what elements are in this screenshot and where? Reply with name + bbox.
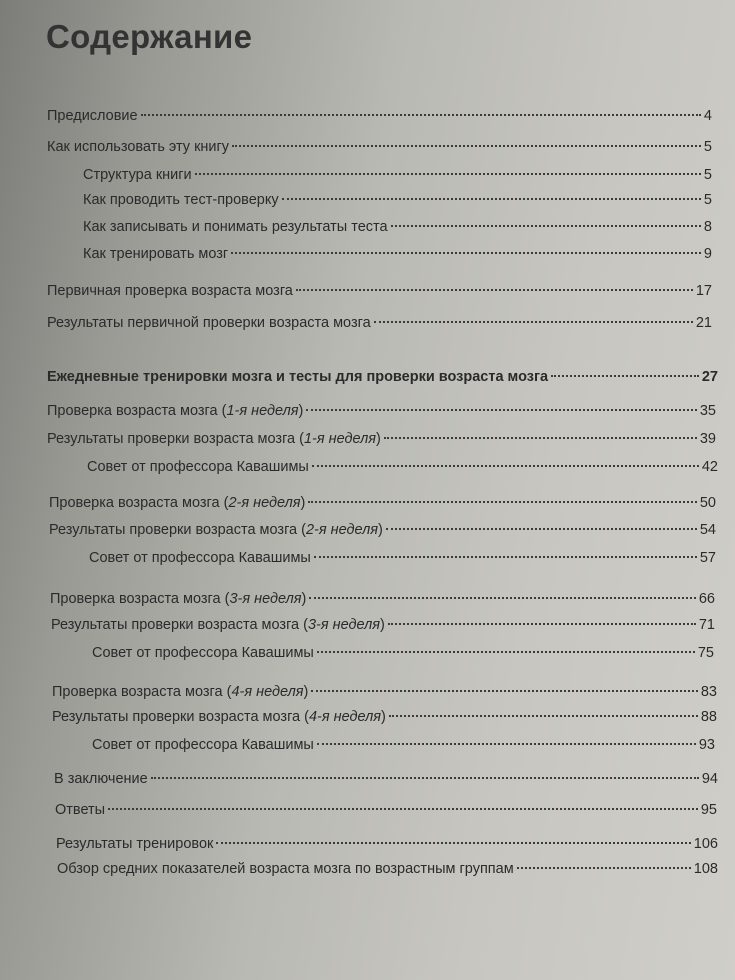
toc-entry-results-week-4[interactable]: Результаты проверки возраста мозга (4-я неделя) 88 (52, 709, 717, 725)
toc-page-number: 39 (699, 431, 716, 447)
toc-page-number: 17 (695, 283, 712, 299)
toc-entry-advice-week-2[interactable]: Совет от профессора Кавашимы 57 (89, 550, 716, 566)
toc-page-number: 8 (703, 219, 712, 235)
toc-entry-check-week-3[interactable]: Проверка возраста мозга (3-я неделя) 66 (50, 591, 715, 607)
toc-entry-initial-check[interactable]: Первичная проверка возраста мозга 17 (47, 283, 712, 299)
toc-entry-daily-training[interactable]: Ежедневные тренировки мозга и тесты для проверки возраста мозга 27 (47, 369, 718, 385)
toc-entry-answers[interactable]: Ответы 95 (55, 802, 717, 818)
toc-entry-how-to-use[interactable]: Как использовать эту книгу 5 (47, 139, 712, 155)
toc-page-number: 88 (700, 709, 717, 725)
toc-page-number: 50 (699, 495, 716, 511)
toc-entry-how-to-test[interactable]: Как проводить тест-проверку 5 (83, 192, 712, 208)
toc-page-number: 5 (703, 167, 712, 183)
toc-page-number: 54 (699, 522, 716, 538)
toc-entry-structure[interactable]: Структура книги 5 (83, 167, 712, 183)
toc-entry-results-week-1[interactable]: Результаты проверки возраста мозга (1-я неделя) 39 (47, 431, 716, 447)
toc-entry-preface[interactable]: Предисловие 4 (47, 108, 712, 124)
toc-entry-check-week-2[interactable]: Проверка возраста мозга (2-я неделя) 50 (49, 495, 716, 511)
toc-page-number: 75 (697, 645, 714, 661)
toc-page-number: 42 (701, 459, 718, 475)
toc-page-number: 4 (703, 108, 712, 124)
toc-entry-age-overview[interactable]: Обзор средних показателей возраста мозга по возрастным группам 108 (57, 861, 718, 877)
toc-page-number: 27 (701, 369, 718, 385)
toc-page-number: 57 (699, 550, 716, 566)
toc-entry-train-brain[interactable]: Как тренировать мозг 9 (83, 246, 712, 262)
toc-page-number: 5 (703, 139, 712, 155)
toc-page-number: 108 (693, 861, 718, 877)
toc-entry-initial-results[interactable]: Результаты первичной проверки возраста мозга 21 (47, 315, 712, 331)
toc-page-number: 21 (695, 315, 712, 331)
toc-entry-training-results[interactable]: Результаты тренировок 106 (56, 836, 718, 852)
toc-page-number: 35 (699, 403, 716, 419)
toc-entry-advice-week-3[interactable]: Совет от профессора Кавашимы 75 (92, 645, 714, 661)
toc-entry-advice-week-4[interactable]: Совет от профессора Кавашимы 93 (92, 737, 715, 753)
toc-page-number: 83 (700, 684, 717, 700)
toc-page-number: 66 (698, 591, 715, 607)
toc-entry-results-week-2[interactable]: Результаты проверки возраста мозга (2-я неделя) 54 (49, 522, 716, 538)
toc-page-number: 93 (698, 737, 715, 753)
toc-page-number: 71 (698, 617, 715, 633)
toc-entry-check-week-1[interactable]: Проверка возраста мозга (1-я неделя) 35 (47, 403, 716, 419)
toc-page-number: 9 (703, 246, 712, 262)
toc-entry-advice-week-1[interactable]: Совет от профессора Кавашимы 42 (87, 459, 718, 475)
toc-entry-results-week-3[interactable]: Результаты проверки возраста мозга (3-я неделя) 71 (51, 617, 715, 633)
toc-page-number: 106 (693, 836, 718, 852)
page-title: Содержание (46, 18, 253, 55)
toc-page-number: 94 (701, 771, 718, 787)
toc-entry-check-week-4[interactable]: Проверка возраста мозга (4-я неделя) 83 (52, 684, 717, 700)
toc-page-number: 5 (703, 192, 712, 208)
toc-entry-record-results[interactable]: Как записывать и понимать результаты теста 8 (83, 219, 712, 235)
toc-page-number: 95 (700, 802, 717, 818)
toc-entry-conclusion[interactable]: В заключение 94 (54, 771, 718, 787)
